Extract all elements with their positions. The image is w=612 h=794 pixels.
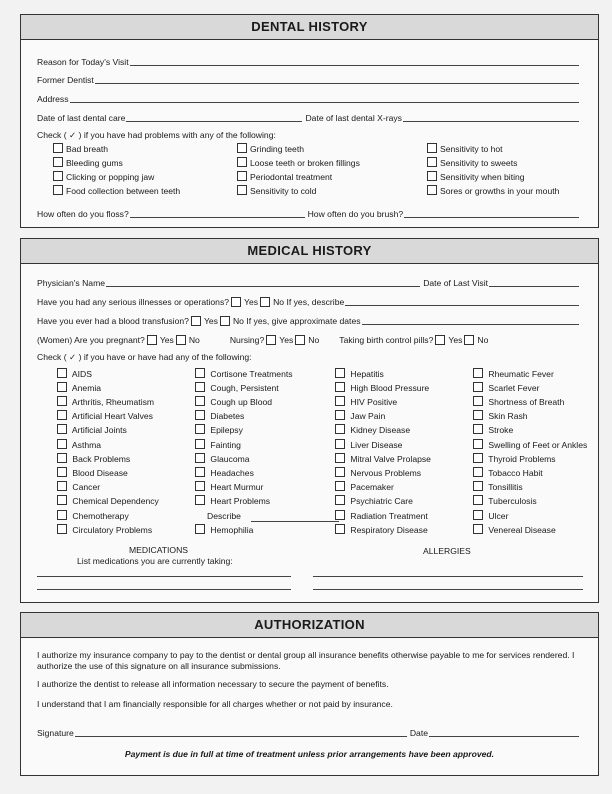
medical-history-section <box>20 238 599 603</box>
allergy-line[interactable] <box>313 575 583 577</box>
condition-item[interactable]: Chemical Dependency <box>55 495 159 507</box>
illness-question: Have you had any serious illnesses or operations? <box>37 297 230 307</box>
describe-field[interactable] <box>251 520 339 522</box>
former-dentist-row <box>37 73 582 85</box>
dental-check-intro-row <box>37 129 582 141</box>
auth-paragraph-3: I understand that I am financially responsible for all charges whether or not paid by insurance. <box>37 699 393 709</box>
dental-item[interactable]: Sensitivity when biting <box>425 171 525 183</box>
condition-item[interactable]: Tobacco Habit <box>471 467 543 479</box>
medication-line[interactable] <box>37 575 291 577</box>
condition-item[interactable]: Glaucoma <box>193 453 250 465</box>
allergy-line[interactable] <box>313 588 583 590</box>
condition-item[interactable]: Radiation Treatment <box>333 510 428 522</box>
date-field[interactable] <box>429 735 579 737</box>
brush-label: How often do you brush? <box>307 209 404 219</box>
dental-item[interactable]: Grinding teeth <box>235 143 304 155</box>
reason-label: Reason for Today's Visit <box>37 57 129 67</box>
last-care-field[interactable] <box>126 120 302 122</box>
condition-item[interactable]: Skin Rash <box>471 410 528 422</box>
medications-heading: MEDICATIONS <box>129 545 189 555</box>
condition-item[interactable]: Asthma <box>55 439 101 451</box>
last-xrays-label: Date of last dental X-rays <box>305 113 402 123</box>
transfusion-yes-checkbox[interactable] <box>191 316 201 326</box>
medication-line[interactable] <box>37 588 291 590</box>
birth-control-no-checkbox[interactable] <box>464 335 474 345</box>
condition-item[interactable]: Heart Murmur <box>193 481 263 493</box>
physician-label: Physician's Name <box>37 278 106 288</box>
condition-item[interactable]: Cough up Blood <box>193 396 272 408</box>
transfusion-no-checkbox[interactable] <box>220 316 230 326</box>
dental-item[interactable]: Clicking or popping jaw <box>51 171 154 183</box>
medical-check-intro-row <box>37 351 582 363</box>
transfusion-row: Have you ever had a blood transfusion? Yes No If yes, give approximate dates <box>37 314 582 326</box>
authorization-title: AUTHORIZATION <box>21 613 598 638</box>
illness-row: Have you had any serious illnesses or operations? Yes No If yes, describe <box>37 295 582 307</box>
signature-row <box>37 726 582 738</box>
condition-item[interactable]: Scarlet Fever <box>471 382 540 394</box>
auth-paragraph-2: I authorize the dentist to release all information necessary to secure the payment of benefits. <box>37 679 389 689</box>
floss-field[interactable] <box>130 216 305 218</box>
checkbox[interactable] <box>427 171 437 181</box>
dental-item[interactable]: Bleeding gums <box>51 157 123 169</box>
last-care-label: Date of last dental care <box>37 113 126 123</box>
pregnant-no-checkbox[interactable] <box>176 335 186 345</box>
condition-item[interactable]: Blood Disease <box>55 467 128 479</box>
nursing-no-checkbox[interactable] <box>295 335 305 345</box>
physician-field[interactable] <box>106 285 420 287</box>
condition-item[interactable]: Tonsillitis <box>471 481 523 493</box>
address-row <box>37 92 582 104</box>
brush-field[interactable] <box>404 216 579 218</box>
condition-item[interactable]: Tuberculosis <box>471 495 537 507</box>
date-label: Date <box>409 728 428 738</box>
dental-item[interactable]: Sensitivity to sweets <box>425 157 517 169</box>
reason-field[interactable] <box>130 64 579 66</box>
condition-item[interactable]: Kidney Disease <box>333 424 410 436</box>
condition-item[interactable]: Heart Problems <box>193 495 270 507</box>
dental-item[interactable]: Bad breath <box>51 143 108 155</box>
dental-item[interactable]: Sensitivity to cold <box>235 185 316 197</box>
dental-item[interactable]: Periodontal treatment <box>235 171 332 183</box>
condition-item[interactable]: Stroke <box>471 424 513 436</box>
dental-item[interactable]: Food collection between teeth <box>51 185 180 197</box>
condition-item[interactable]: AIDS <box>55 368 92 380</box>
condition-item[interactable]: Chemotherapy <box>55 510 129 522</box>
transfusion-dates-label: If yes, give approximate dates <box>246 316 361 326</box>
floss-brush-row <box>37 207 582 219</box>
condition-item[interactable]: Cough, Persistent <box>193 382 279 394</box>
floss-label: How often do you floss? <box>37 209 129 219</box>
checkbox[interactable] <box>237 171 247 181</box>
medical-check-intro: Check ( ✓ ) if you have or have had any of the following: <box>37 352 252 362</box>
medications-subheading: List medications you are currently taking: <box>77 556 233 566</box>
condition-item[interactable]: Hepatitis <box>333 368 384 380</box>
auth-paragraph-1: I authorize my insurance company to pay to the dentist or dental group all insurance benefits otherwise payable to me for services rendered. I authorize the use of this signature on all insurance submissions. <box>37 650 575 671</box>
last-visit-field[interactable] <box>489 285 579 287</box>
checkbox[interactable] <box>427 157 437 167</box>
checkbox[interactable] <box>53 157 63 167</box>
nursing-yes-checkbox[interactable] <box>266 335 276 345</box>
illness-describe-label: If yes, describe <box>286 297 345 307</box>
former-dentist-field[interactable] <box>95 82 579 84</box>
signature-field[interactable] <box>75 735 407 737</box>
checkbox[interactable] <box>427 185 437 195</box>
dental-item[interactable]: Loose teeth or broken fillings <box>235 157 360 169</box>
condition-item[interactable]: High Blood Pressure <box>333 382 429 394</box>
condition-item[interactable]: HIV Positive <box>333 396 397 408</box>
physician-row <box>37 276 582 288</box>
reason-row <box>37 55 582 67</box>
condition-item[interactable]: Pacemaker <box>333 481 394 493</box>
allergies-heading: ALLERGIES <box>423 546 471 556</box>
condition-item[interactable]: Ulcer <box>471 510 508 522</box>
authorization-section <box>20 612 599 776</box>
medical-history-title: MEDICAL HISTORY <box>21 239 598 264</box>
condition-item[interactable]: Back Problems <box>55 453 130 465</box>
condition-item[interactable]: Anemia <box>55 382 101 394</box>
pregnant-question: (Women) Are you pregnant? <box>37 335 145 345</box>
condition-item[interactable]: Epilepsy <box>193 424 243 436</box>
checkbox[interactable] <box>427 143 437 153</box>
dental-item[interactable]: Sensitivity to hot <box>425 143 503 155</box>
address-field[interactable] <box>70 101 579 103</box>
transfusion-question: Have you ever had a blood transfusion? <box>37 316 189 326</box>
checkbox[interactable] <box>237 185 247 195</box>
condition-item[interactable]: Cortisone Treatments <box>193 368 293 380</box>
nursing-question: Nursing? <box>229 335 265 345</box>
payment-footer: Payment is due in full at time of treatment unless prior arrangements have been approved. <box>124 749 495 759</box>
condition-item[interactable]: Circulatory Problems <box>55 524 152 536</box>
condition-item[interactable]: Liver Disease <box>333 439 402 451</box>
illness-no-checkbox[interactable] <box>260 297 270 307</box>
checkbox[interactable] <box>53 143 63 153</box>
condition-item[interactable]: Thyroid Problems <box>471 453 556 465</box>
address-label: Address <box>37 94 69 104</box>
condition-item[interactable]: Swelling of Feet or Ankles <box>471 439 587 451</box>
condition-item[interactable]: Fainting <box>193 439 241 451</box>
last-visit-label: Date of Last Visit <box>423 278 488 288</box>
condition-item[interactable]: Psychiatric Care <box>333 495 413 507</box>
former-dentist-label: Former Dentist <box>37 75 94 85</box>
dental-history-title: DENTAL HISTORY <box>21 15 598 40</box>
birth-control-yes-checkbox[interactable] <box>435 335 445 345</box>
checkbox[interactable] <box>53 171 63 181</box>
illness-describe-field[interactable] <box>345 304 579 306</box>
last-xrays-field[interactable] <box>403 120 579 122</box>
last-dental-row <box>37 111 582 123</box>
condition-item[interactable]: Jaw Pain <box>333 410 385 422</box>
condition-item[interactable]: Venereal Disease <box>471 524 556 536</box>
checkbox[interactable] <box>237 157 247 167</box>
checkbox[interactable] <box>237 143 247 153</box>
condition-item[interactable]: Mitral Valve Prolapse <box>333 453 431 465</box>
condition-item[interactable]: Respiratory Disease <box>333 524 428 536</box>
condition-item[interactable]: Nervous Problems <box>333 467 421 479</box>
women-row: (Women) Are you pregnant? Yes No Nursing? Yes No Taking birth control pills? Yes No <box>37 335 489 345</box>
condition-item[interactable]: Arthritis, Rheumatism <box>55 396 154 408</box>
describe-item: Describe <box>207 511 241 521</box>
condition-item[interactable]: Diabetes <box>193 410 244 422</box>
condition-item[interactable]: Rheumatic Fever <box>471 368 554 380</box>
condition-item[interactable]: Artificial Joints <box>55 424 127 436</box>
condition-item[interactable]: Hemophilia <box>193 524 253 536</box>
condition-item[interactable]: Shortness of Breath <box>471 396 564 408</box>
condition-item[interactable]: Headaches <box>193 467 254 479</box>
condition-item[interactable]: Artificial Heart Valves <box>55 410 153 422</box>
transfusion-dates-field[interactable] <box>362 323 579 325</box>
dental-item[interactable]: Sores or growths in your mouth <box>425 185 559 197</box>
birth-control-question: Taking birth control pills? <box>339 335 434 345</box>
checkbox[interactable] <box>53 185 63 195</box>
condition-item[interactable]: Cancer <box>55 481 100 493</box>
illness-yes-checkbox[interactable] <box>231 297 241 307</box>
signature-label: Signature <box>37 728 74 738</box>
pregnant-yes-checkbox[interactable] <box>147 335 157 345</box>
dental-check-intro: Check ( ✓ ) if you have had problems with any of the following: <box>37 130 276 140</box>
dental-history-section <box>20 14 599 228</box>
